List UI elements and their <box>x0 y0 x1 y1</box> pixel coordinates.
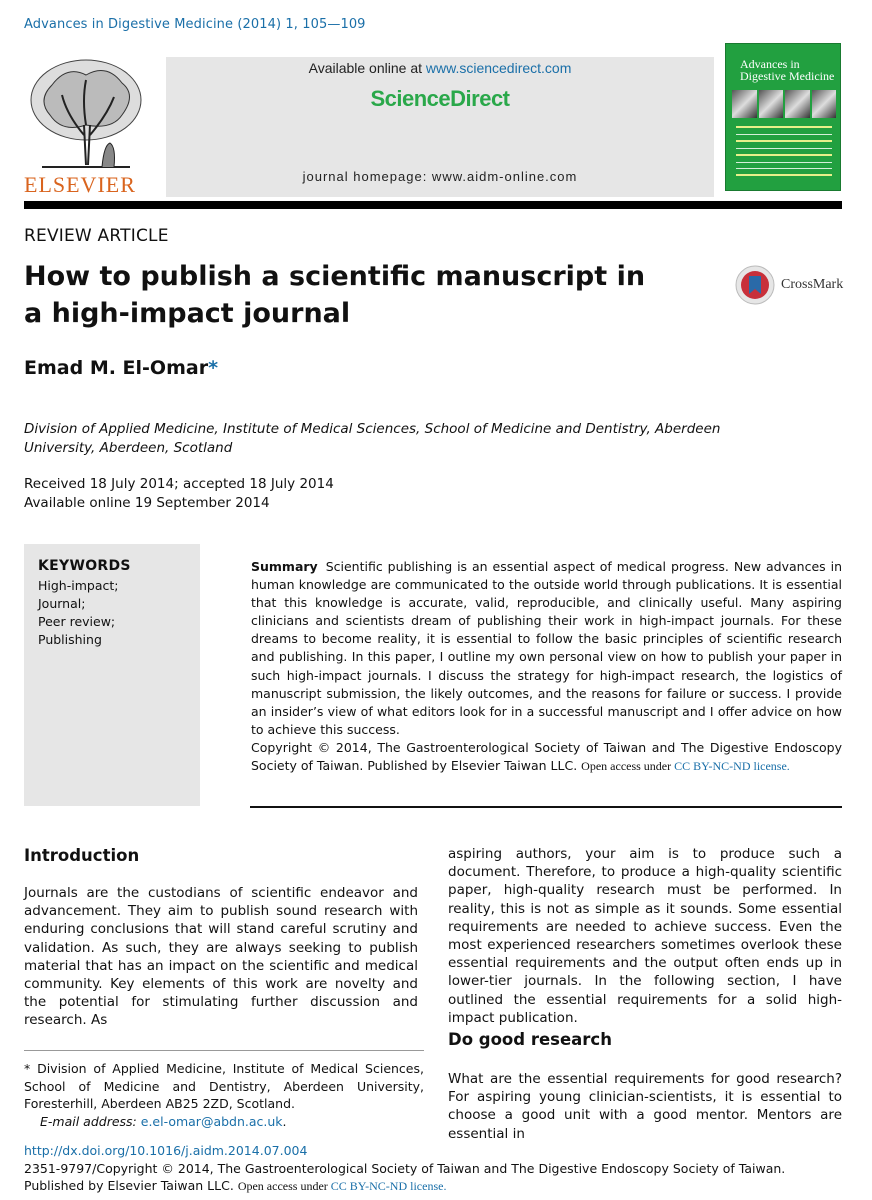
summary-label: Summary <box>251 559 318 574</box>
journal-cover-thumbnail <box>725 43 841 191</box>
journal-reference[interactable]: Advances in Digestive Medicine (2014) 1, 105—109 <box>24 17 366 32</box>
keyword-item: High-impact; <box>38 578 119 593</box>
keyword-item: Journal; <box>38 596 86 611</box>
sciencedirect-link[interactable]: www.sciencedirect.com <box>425 60 572 76</box>
article-title: How to publish a scientific manuscript in a high-impact journal <box>24 261 646 329</box>
research-text: What are the essential requirements for good research? For aspiring young clinician-scientists, it is essential to choose a good unit with a good mentor. Mentors are essential in <box>448 1071 842 1142</box>
email-link[interactable]: e.el-omar@abdn.ac.uk <box>140 1113 283 1129</box>
header-rule <box>24 201 842 209</box>
summary-copyright: Copyright © 2014, The Gastroenterological Society of Taiwan and The Digestive Endoscopy Society of Taiwan. Published by Elsevier Taiwan LLC. <box>251 739 842 774</box>
journal-homepage-line[interactable]: journal homepage: www.aidm-online.com <box>302 169 578 184</box>
research-heading: Do good research <box>448 1030 612 1049</box>
email-label: E-mail address: <box>40 1113 137 1129</box>
summary-text: Scientific publishing is an essential aspect of medical progress. New advances in human knowledge are communicated to the outside world through publications. It is essential that this knowledge is accurate, valid, reproducible, and clinically useful. Many aspiring clinicians and scientists dream of publishing their work in high-impact journals. For these dreams to become reality, it is essential to follow the basic principles of scientific research and publishing. In this paper, I outline my own personal view on how to publish your paper in such high-impact journals. I discuss the strategy for high-impact research, the logistics of manuscript submission, the likely outcomes, and the reasons for failure or success. I provide an insider’s view of what editors look for in a successful manuscript and I offer advice on how to achieve this success. <box>251 559 842 737</box>
introduction-text: Journals are the custodians of scientific endeavor and advancement. They aim to publish sound research with enduring conclusions that will stand careful scrutiny and validation. As such, they are always seeking to publish material that has an impact on the scientific and medical community. Key elements of this work are novelty and the potential for stimulating further discussion and research. As <box>24 885 418 1029</box>
author-name: Emad M. El-Omar* <box>24 357 219 379</box>
abstract-rule <box>250 806 842 808</box>
footer-license-link[interactable]: CC BY-NC-ND license. <box>330 1179 447 1193</box>
cover-title: Advances in Digestive Medicine <box>740 57 835 83</box>
cover-contents-lines <box>736 126 832 182</box>
footnote-rule <box>24 1050 424 1051</box>
available-online-date: Available online 19 September 2014 <box>24 495 270 511</box>
footnote-text: * Division of Applied Medicine, Institute of Medical Sciences, School of Medicine and Dentistry, Aberdeen University, Foresterhill, Aberdeen AB25 2ZD, Scotland. <box>24 1061 424 1111</box>
keyword-item: Publishing <box>38 632 102 647</box>
keywords-title: KEYWORDS <box>38 558 131 574</box>
crossmark-label: CrossMark <box>781 277 844 292</box>
issn-copyright: 2351-9797/Copyright © 2014, The Gastroenterological Society of Taiwan and The Digestive Endoscopy Society of Taiwan. Published by Elsevier Taiwan LLC. Open access under CC BY-NC-ND license. <box>24 1161 786 1193</box>
footer-open-access: Open access under <box>237 1179 331 1193</box>
abstract-summary <box>251 558 842 775</box>
author-footnote-mark[interactable]: * <box>208 357 219 379</box>
crossmark-icon <box>735 264 775 306</box>
license-link[interactable]: CC BY-NC-ND license. <box>674 759 790 774</box>
introduction-heading: Introduction <box>24 846 140 865</box>
keyword-item: Peer review; <box>38 614 116 629</box>
elsevier-wordmark: ELSEVIER <box>24 172 136 197</box>
author-affiliation: Division of Applied Medicine, Institute of Medical Sciences, School of Medicine and Dentistry, Aberdeen University, Aberdeen, Scotland <box>24 421 721 456</box>
corresponding-author-footnote: * Division of Applied Medicine, Institute of Medical Sciences, School of Medicine and Dentistry, Aberdeen University, Foresterhill, Aberdeen AB25 2ZD, Scotland. E-mail address: e.el-omar@abdn.ac.uk. <box>24 1061 424 1129</box>
crossmark-badge[interactable] <box>735 264 845 306</box>
available-online-line: Available online at www.sciencedirect.com <box>308 60 572 76</box>
open-access-note: Open access under <box>581 759 675 774</box>
article-type: REVIEW ARTICLE <box>24 226 169 246</box>
keywords-box <box>24 544 200 806</box>
cover-images <box>732 90 836 118</box>
body-text-continued: aspiring authors, your aim is to produce such a document. Therefore, to produce a high-quality scientific paper, high-quality research must be performed. In reality, this is not as simple as it sounds. Some essential requirements are needed to achieve success. Even the most experienced researchers sometimes overlook these essential requirements and the output often ends up in lower-tier journals. In the following section, I have outlined the essential requirements for a solid high-impact publication. <box>448 846 842 1026</box>
article-dates <box>24 475 334 513</box>
received-date: Received 18 July 2014; accepted 18 July 2014 <box>24 476 334 492</box>
doi-link[interactable]: http://dx.doi.org/10.1016/j.aidm.2014.07.004 <box>24 1143 308 1158</box>
sciencedirect-logo: ScienceDirect <box>370 86 510 111</box>
header-banner <box>166 57 714 197</box>
